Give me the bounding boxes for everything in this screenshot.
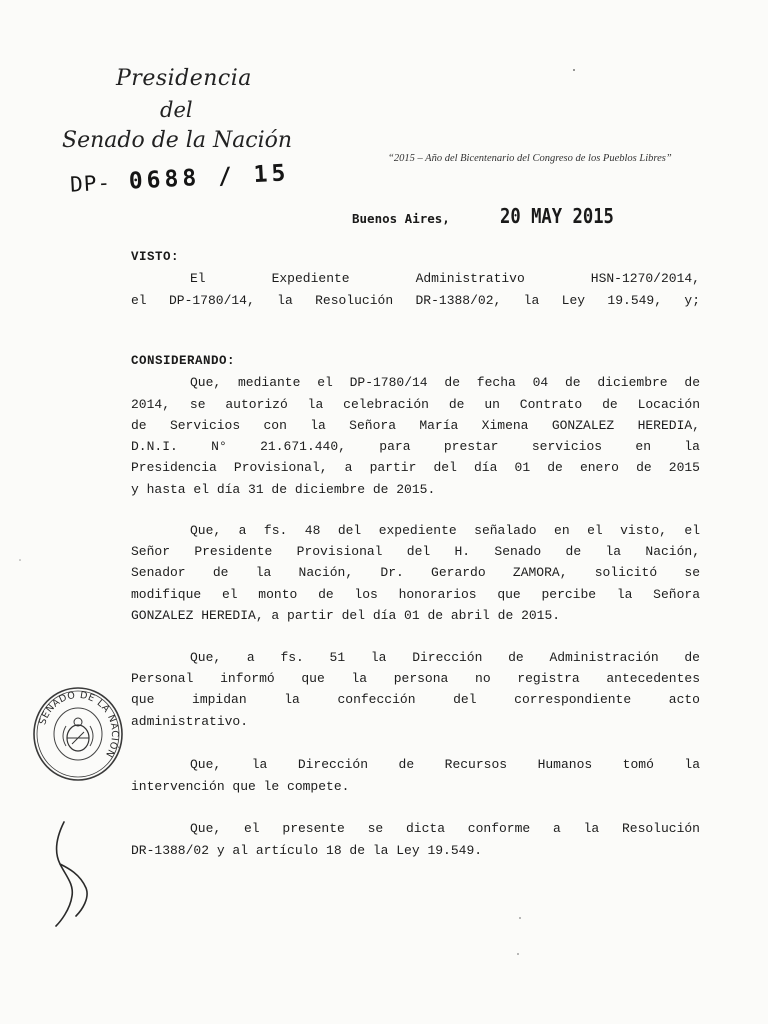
year-motto: “2015 – Año del Bicentenario del Congreso de los Pueblos Libres” bbox=[388, 153, 672, 164]
paragraph-3-line-1: Que, a fs. 51 la Dirección de Administración de bbox=[190, 650, 700, 665]
paragraph-1-line-5: Presidencia Provisional, a partir del día 01 de enero de 2015 bbox=[131, 460, 700, 475]
dp-prefix: DP- bbox=[69, 170, 112, 197]
paragraph-3-line-4: administrativo. bbox=[131, 714, 249, 729]
dp-number: 0688 bbox=[128, 164, 201, 195]
letterhead-line-1: Presidencia bbox=[116, 66, 252, 91]
paragraph-2-line-4: modifique el monto de los honorarios que percibe la Señora bbox=[131, 587, 700, 602]
dp-separator: / bbox=[217, 163, 237, 190]
letterhead-line-3: Senado de la Nación bbox=[62, 128, 293, 153]
paragraph-1-line-4: D.N.I. N° 21.671.440, para prestar servicios en la bbox=[131, 439, 700, 454]
paragraph-5-line-1: Que, el presente se dicta conforme a la Resolución bbox=[190, 821, 700, 836]
handwritten-initial bbox=[46, 818, 96, 930]
visto-line-1: El Expediente Administrativo HSN-1270/2014, bbox=[190, 271, 700, 286]
considerando-heading: CONSIDERANDO: bbox=[131, 354, 236, 368]
paragraph-2-line-2: Señor Presidente Provisional del H. Senado de la Nación, bbox=[131, 544, 700, 559]
paragraph-2-line-5: GONZALEZ HEREDIA, a partir del día 01 de abril de 2015. bbox=[131, 608, 561, 623]
dp-year: 15 bbox=[252, 160, 290, 189]
paragraph-4-line-1: Que, la Dirección de Recursos Humanos tomó la bbox=[190, 757, 700, 772]
paragraph-2-line-3: Senador de la Nación, Dr. Gerardo ZAMORA, solicitó se bbox=[131, 565, 700, 580]
letterhead-line-2: del bbox=[160, 98, 193, 122]
city-label: Buenos Aires, bbox=[352, 211, 450, 226]
paragraph-1-line-1: Que, mediante el DP-1780/14 de fecha 04 de diciembre de bbox=[190, 375, 700, 390]
dp-number-stamp bbox=[69, 160, 290, 197]
date-stamp: 20 MAY 2015 bbox=[500, 204, 614, 228]
coat-of-arms-icon bbox=[63, 718, 93, 751]
paragraph-1-line-6: y hasta el día 31 de diciembre de 2015. bbox=[131, 482, 436, 497]
seal-text: SENADO DE LA NACIÓN bbox=[37, 689, 121, 760]
paragraph-3-line-2: Personal informó que la persona no registra antecedentes bbox=[131, 671, 700, 686]
paragraph-3-line-3: que impidan la confección del correspondiente acto bbox=[131, 692, 700, 707]
senate-seal-stamp bbox=[30, 684, 126, 784]
paragraph-4-line-2: intervención que le compete. bbox=[131, 779, 350, 794]
paragraph-5-line-2: DR-1388/02 y al artículo 18 de la Ley 19.549. bbox=[131, 843, 483, 858]
paragraph-1-line-3: de Servicios con la Señora María Ximena GONZALEZ HEREDIA, bbox=[131, 418, 700, 433]
paragraph-1-line-2: 2014, se autorizó la celebración de un Contrato de Locación bbox=[131, 397, 700, 412]
visto-heading: VISTO: bbox=[131, 250, 180, 264]
paragraph-2-line-1: Que, a fs. 48 del expediente señalado en el visto, el bbox=[190, 523, 700, 538]
visto-line-2: el DP-1780/14, la Resolución DR-1388/02, la Ley 19.549, y; bbox=[131, 293, 700, 308]
